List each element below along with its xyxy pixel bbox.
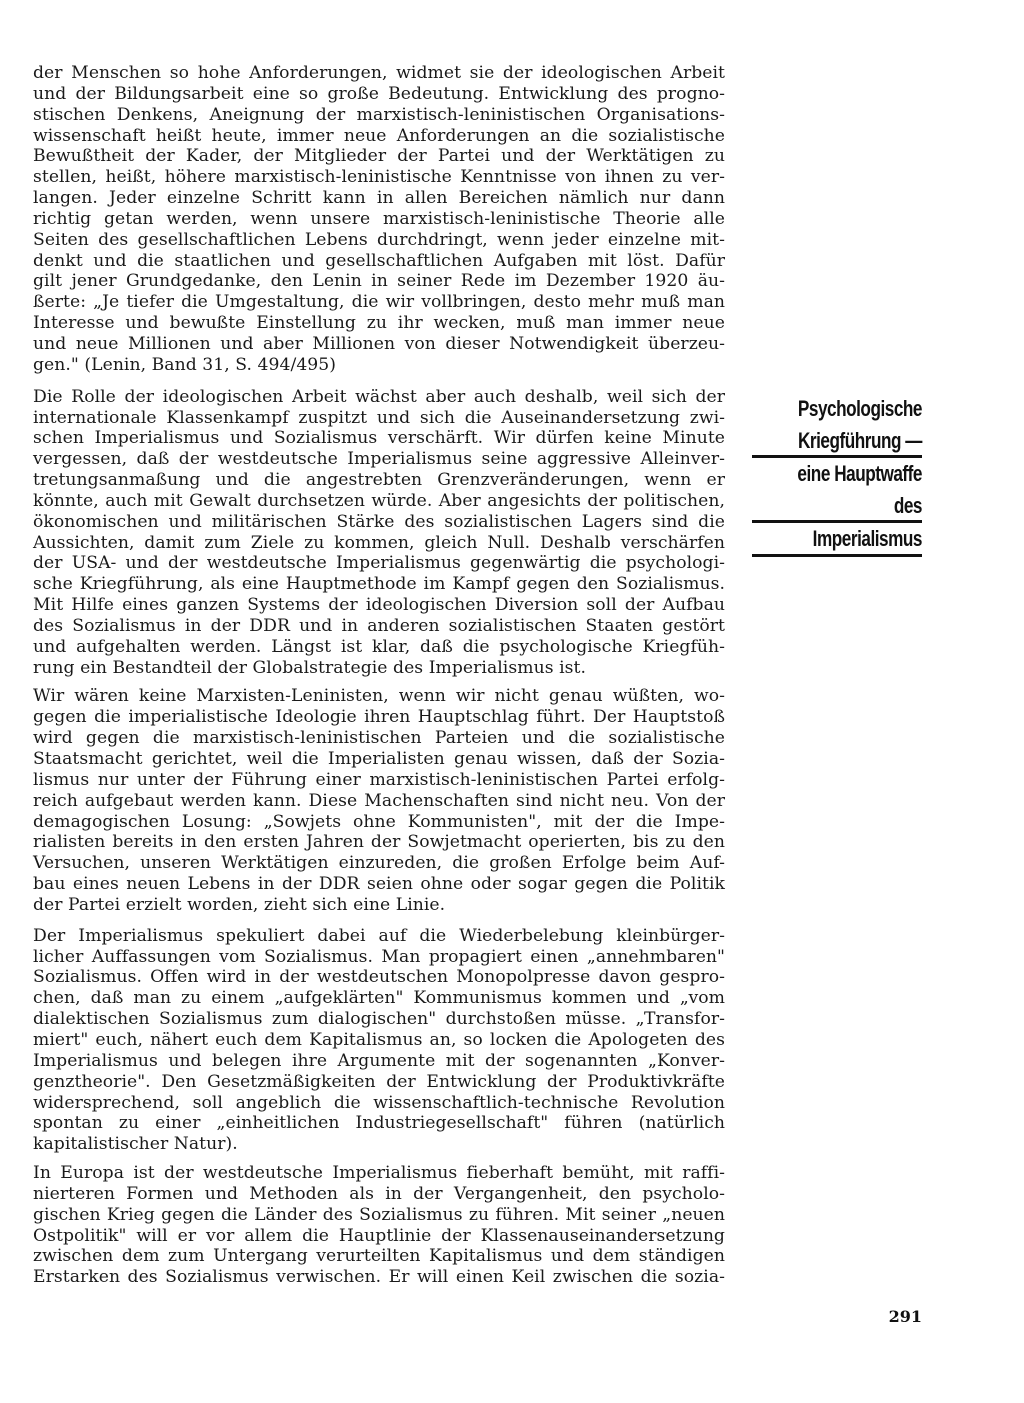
text-line: Interesse und bewußte Einstellung zu ihr wecken, muß man immer neue xyxy=(33,313,725,334)
paragraph-3 xyxy=(33,686,725,915)
text-line: rialisten bereits in den ersten Jahren der Sowjetmacht operierten, bis zu den xyxy=(33,832,725,853)
marginal-heading-line: Kriegführung — xyxy=(797,427,922,453)
text-line: reich aufgebaut werden kann. Diese Machenschaften sind nicht neu. Von der xyxy=(33,790,725,811)
text-line: gischen Krieg gegen die Länder des Sozialismus zu führen. Mit seiner „neuen xyxy=(33,1204,725,1225)
text-line: schen Imperialismus und Sozialismus verschärft. Wir dürfen keine Minute xyxy=(33,428,725,449)
paragraph-5 xyxy=(33,1163,725,1288)
text-line: internationale Klassenkampf zuspitzt und sich die Auseinandersetzung zwi- xyxy=(33,407,725,428)
text-line: stischen Denkens, Aneignung der marxistisch-leninistischen Organisations- xyxy=(33,104,725,125)
text-line: Der Imperialismus spekuliert dabei auf die Wiederbelebung kleinbürger- xyxy=(33,925,725,946)
text-line: demagogischen Losung: „Sowjets ohne Kommunisten", mit der die Impe- xyxy=(33,811,725,832)
body-text-column xyxy=(33,63,725,1288)
text-line: der USA- und der westdeutsche Imperialismus gegenwärtig die psychologi- xyxy=(33,553,725,574)
text-line: chen, daß man zu einem „aufgeklärten" Kommunismus kommen und „vom xyxy=(33,988,725,1009)
text-line: vergessen, daß der westdeutsche Imperialismus seine aggressive Alleinver- xyxy=(33,449,725,470)
text-line: Wir wären keine Marxisten-Leninisten, wenn wir nicht genau wüßten, wo- xyxy=(33,686,725,707)
text-line: Staatsmacht gerichtet, weil die Imperialisten genau wissen, daß der Sozia- xyxy=(33,749,725,769)
text-line: sche Kriegführung, als eine Hauptmethode im Kampf gegen den Sozialismus. xyxy=(33,574,725,595)
marginal-heading-line: des xyxy=(893,492,922,518)
text-line: genztheorie". Den Gesetzmäßigkeiten der Entwicklung der Produktivkräfte xyxy=(33,1071,725,1092)
text-line: der Partei erzielt worden, zieht sich eine Linie. xyxy=(33,894,446,915)
text-line: widersprechend, soll angeblich die wissenschaftlich-technische Revolution xyxy=(33,1092,725,1113)
text-line: miert" euch, nähert euch dem Kapitalismus an, so locken die Apologeten des xyxy=(33,1029,725,1050)
text-line: Versuchen, unseren Werktätigen einzureden, die großen Erfolge beim Auf- xyxy=(33,853,725,874)
text-line: Sozialismus. Offen wird in der westdeutschen Monopolpresse davon gespro- xyxy=(33,967,725,988)
text-line: licher Auffassungen vom Sozialismus. Man propagiert einen „annehmbaren" xyxy=(33,946,725,967)
text-line: langen. Jeder einzelne Schritt kann in allen Bereichen nämlich nur dann xyxy=(33,188,725,209)
paragraph-2 xyxy=(33,387,725,679)
text-line: und aufgehalten werden. Längst ist klar, daß die psychologische Kriegfüh- xyxy=(33,636,725,657)
marginal-heading-line: Psychologische xyxy=(797,396,922,421)
text-line: nierteren Formen und Methoden als in der Vergangenheit, den psycholo- xyxy=(33,1183,725,1204)
text-line: denkt und die staatlichen und gesellschaftlichen Aufgaben mit löst. Dafür xyxy=(33,250,725,271)
text-line: Ostpolitik" will er vor allem die Hauptlinie der Klassenauseinandersetzung xyxy=(33,1225,725,1246)
text-line: kapitalistischer Natur). xyxy=(33,1134,238,1155)
text-line: und der Bildungsarbeit eine so große Bedeutung. Entwicklung des progno- xyxy=(33,83,725,104)
paragraph-1 xyxy=(33,63,725,376)
text-line: rung ein Bestandteil der Globalstrategie des Imperialismus ist. xyxy=(33,657,586,678)
text-line: wird gegen die marxistisch-leninistischen Parteien und die sozialistische xyxy=(33,728,725,749)
text-line: dialektischen Sozialismus zum dialogischen" durchstoßen müsse. „Transfor- xyxy=(33,1009,725,1030)
text-line: der Menschen so hohe Anforderungen, widmet sie der ideologischen Arbeit xyxy=(33,63,725,83)
page-number: 291 xyxy=(888,1307,922,1326)
text-line: spontan zu einer „einheitlichen Industriegesellschaft" führen (natürlich xyxy=(33,1113,725,1134)
marginal-heading xyxy=(752,393,922,557)
text-line: Imperialismus und belegen ihre Argumente mit der sogenannten „Konver- xyxy=(33,1050,725,1071)
text-line: lismus nur unter der Führung einer marxistisch-leninistischen Partei erfolg- xyxy=(33,769,725,790)
text-line: Mit Hilfe eines ganzen Systems der ideologischen Diversion soll der Aufbau xyxy=(33,595,725,616)
text-line: wissenschaft heißt heute, immer neue Anforderungen an die sozialistische xyxy=(33,125,725,146)
text-line: Seiten des gesellschaftlichen Lebens durchdringt, wenn jeder einzelne mit- xyxy=(33,229,725,250)
text-line: tretungsanmaßung und die angestrebten Grenzveränderungen, wenn er xyxy=(33,470,725,491)
text-line: ökonomischen und militärischen Stärke des sozialistischen Lagers sind die xyxy=(33,511,725,532)
text-line: Aussichten, damit zum Ziele zu kommen, gleich Null. Deshalb verschärfen xyxy=(33,532,725,553)
text-line: gilt jener Grundgedanke, den Lenin in seiner Rede im Dezember 1920 äu- xyxy=(33,271,725,292)
text-line: und neue Millionen und aber Millionen von dieser Notwendigkeit überzeu- xyxy=(33,333,725,354)
text-line: des Sozialismus in der DDR und in anderen sozialistischen Staaten gestört xyxy=(33,615,725,636)
text-line: In Europa ist der westdeutsche Imperialismus fieberhaft bemüht, mit raffi- xyxy=(33,1163,725,1184)
paragraph-4 xyxy=(33,926,725,1155)
marginal-heading-line: eine Hauptwaffe xyxy=(797,461,922,487)
text-line: könnte, auch mit Gewalt durchsetzen würde. Aber angesichts der politischen, xyxy=(33,490,725,511)
text-line: Die Rolle der ideologischen Arbeit wächst aber auch deshalb, weil sich der xyxy=(33,386,725,407)
text-line: richtig getan werden, wenn unsere marxistisch-leninistische Theorie alle xyxy=(33,208,725,229)
text-line: stellen, heißt, höhere marxistisch-leninistische Kenntnisse von ihnen zu ver- xyxy=(33,167,725,188)
marginal-heading-line: Imperialismus xyxy=(812,526,922,552)
text-line: Bewußtheit der Kader, der Mitglieder der Partei und der Werktätigen zu xyxy=(33,146,725,167)
text-line: gen." (Lenin, Band 31, S. 494/495) xyxy=(33,354,337,375)
text-line: gegen die imperialistische Ideologie ihren Hauptschlag führt. Der Hauptstoß xyxy=(33,707,725,728)
text-line: zwischen dem zum Untergang verurteilten Kapitalismus und dem ständigen xyxy=(33,1246,725,1267)
text-line: Erstarken des Sozialismus verwischen. Er will einen Keil zwischen die sozia- xyxy=(33,1267,725,1288)
text-line: ßerte: „Je tiefer die Umgestaltung, die wir vollbringen, desto mehr muß man xyxy=(33,292,725,313)
text-line: bau eines neuen Lebens in der DDR seien ohne oder sogar gegen die Politik xyxy=(33,874,725,895)
